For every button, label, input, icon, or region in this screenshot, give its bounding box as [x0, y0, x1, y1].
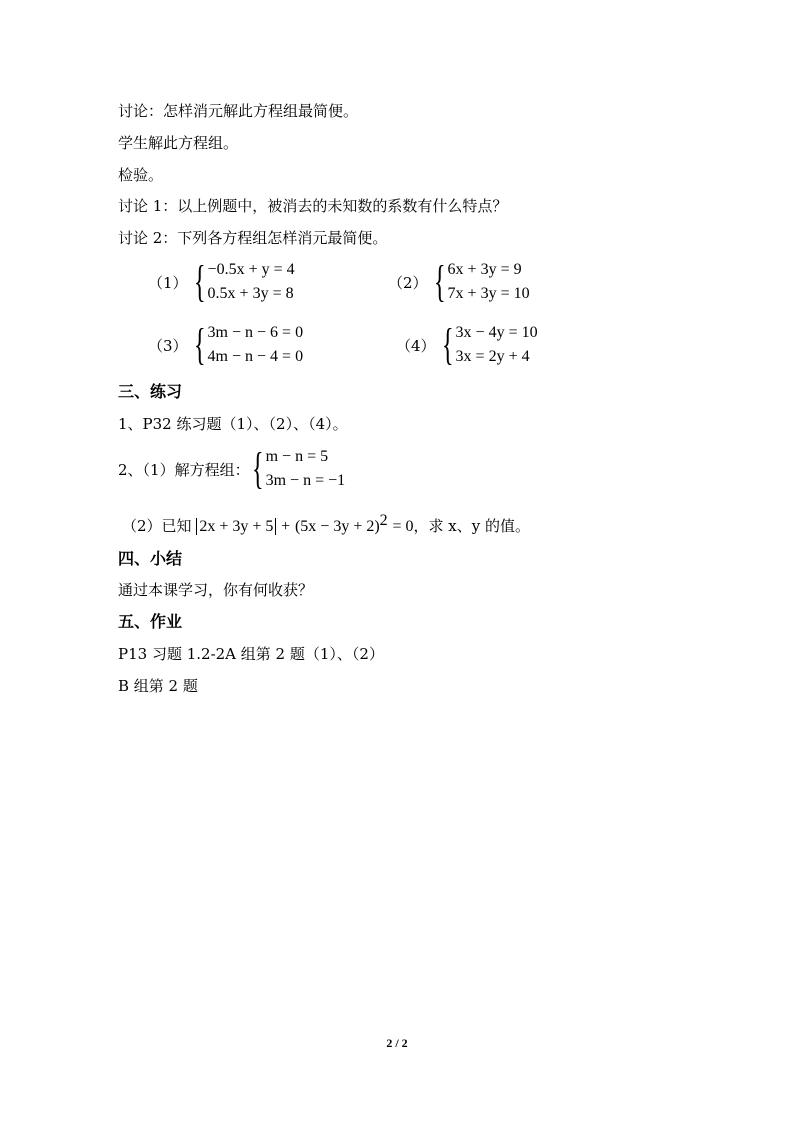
homework-item-2: B 组第 2 题 — [118, 677, 198, 695]
practice-item-3-suffix: ，求 x、y 的值。 — [413, 517, 530, 535]
equation-system-1 — [148, 258, 295, 306]
discussion-line-3: 讨论 2：下列各方程组怎样消元最简便。 — [118, 229, 388, 247]
practice-item-2-label: 2、（1）解方程组： — [118, 460, 250, 479]
students-solve-line: 学生解此方程组。 — [118, 134, 239, 152]
section-heading-homework: 五、作业 — [118, 612, 183, 631]
brace-icon: { — [251, 444, 264, 493]
equation: 6x + 3y = 9 — [447, 261, 522, 278]
equation: 7x + 3y = 10 — [447, 285, 530, 302]
equation: −0.5x + y = 4 — [207, 261, 295, 278]
summary-text: 通过本课学习，你有何收获？ — [118, 581, 314, 599]
homework-item-1: P13 习题 1.2-2A 组第 2 题（1）、（2） — [118, 645, 384, 663]
brace-icon: { — [441, 320, 454, 369]
practice-item-3 — [122, 511, 530, 537]
system-label: （3） — [148, 336, 188, 355]
equation-system-4 — [396, 321, 538, 369]
equation: 3x = 2y + 4 — [455, 348, 530, 365]
discussion-line-1: 讨论：怎样消元解此方程组最简便。 — [118, 102, 359, 120]
system-label: （1） — [148, 273, 188, 292]
brace-icon: { — [193, 257, 206, 306]
equation: m − n = 5 — [265, 448, 329, 465]
brace-icon: { — [193, 320, 206, 369]
page-number: 2 / 2 — [386, 1036, 408, 1050]
exponent: 2 — [379, 512, 388, 529]
system-label: （4） — [396, 336, 436, 355]
equation-system-3 — [148, 321, 303, 369]
absolute-value-expression: 2x + 3y + 5 — [196, 518, 276, 535]
equals-zero: = 0 — [392, 518, 414, 535]
check-line: 检验。 — [118, 166, 164, 184]
equation: 4m − n − 4 = 0 — [207, 348, 304, 365]
system-label: （2） — [388, 273, 428, 292]
equation: 3x − 4y = 10 — [455, 324, 538, 341]
equation-system-2 — [388, 258, 530, 306]
discussion-line-2: 讨论 1：以上例题中，被消去的未知数的系数有什么特点？ — [118, 197, 508, 215]
practice-item-3-prefix: （2）已知 — [122, 517, 192, 535]
section-heading-practice: 三、练习 — [118, 382, 183, 401]
plus-sign: + — [281, 518, 291, 535]
squared-expression: (5x − 3y + 2) — [294, 518, 380, 535]
brace-icon: { — [433, 257, 446, 306]
equation: 3m − n − 6 = 0 — [207, 324, 304, 341]
section-heading-summary: 四、小结 — [118, 549, 183, 568]
practice-item-1: 1、P32 练习题（1）、（2）、（4）。 — [118, 415, 348, 433]
equation: 0.5x + 3y = 8 — [207, 285, 294, 302]
equation: 3m − n = −1 — [265, 472, 346, 489]
practice-item-2 — [118, 445, 345, 493]
